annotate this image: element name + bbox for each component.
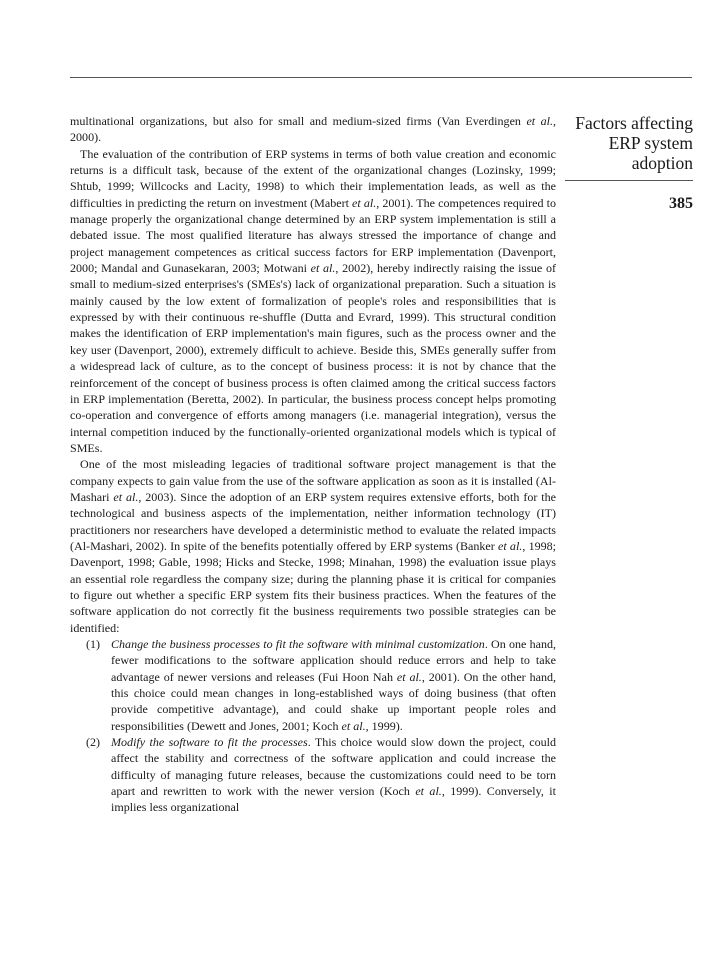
list-item — [70, 636, 556, 734]
text-run: , 2001). The competences required to manage properly the organizational change determined by an ERP system implementation is still a debated issue. The most qualified literature has always stressed the importance of change and project management competences as critical success factors for ERP implementation (Davenport, 2000; Mandal and Gunasekaran, 2003; Motwani — [70, 195, 556, 276]
list-item-number: (1) — [86, 637, 101, 651]
italic-text: et al. — [341, 718, 366, 733]
running-title-line-3: adoption — [631, 153, 693, 173]
text-run: One of the most misleading legacies of traditional software project management is that the company expects to gain value from the use of the software application as soon as it is installed (Al-Mashari — [70, 457, 556, 504]
italic-text: Change the business processes to fit the software with minimal customization — [111, 637, 485, 651]
numbered-list — [70, 636, 556, 816]
italic-text: et al. — [498, 538, 523, 553]
running-title — [562, 113, 693, 173]
text-run: . This choice would slow down the project, could affect the stability and correctness of the software application and could increase the difficulty of managing future releases, because the customizations could need to be torn apart and rewritten to work with the newer version (Koch — [111, 735, 556, 799]
text-run: , 1998; Davenport, 1998; Gable, 1998; Hicks and Stecke, 1998; Minahan, 1998) the evaluation issue plays an essential role regardless the company size; during the planning phase it is critical for companies to figure out whether a specific ERP system fits their business practices. When the features of the software application do not correctly fit the business requirements two possible strategies can be identified: — [70, 538, 557, 635]
running-title-line-2: ERP system — [608, 133, 693, 153]
text-run: , 2003). Since the adoption of an ERP system requires extensive efforts, both for the technological and business aspects of the implementation, neither information technology (IT) practitioners nor researchers have developed a deterministic method to evaluate the related impacts (Al-Mashari, 2002). In spite of the benefits potentially offered by ERP systems (Banker — [70, 489, 556, 553]
header-rule — [70, 77, 692, 78]
running-title-line-1: Factors affecting — [575, 113, 693, 133]
text-run: multinational organizations, but also for small and medium-sized firms (Van Everdingen — [70, 114, 527, 128]
page-number: 385 — [669, 195, 693, 212]
running-header — [562, 113, 693, 213]
paragraphs — [70, 113, 556, 636]
running-title-rule — [565, 180, 693, 181]
italic-text: et al. — [396, 669, 422, 684]
italic-text: et al. — [415, 784, 442, 799]
list-item — [70, 734, 556, 816]
paragraph-1 — [70, 113, 556, 146]
paragraph-3 — [70, 456, 556, 636]
italic-text: Modify the software to fit the processes — [111, 735, 308, 750]
italic-text: et al. — [526, 114, 553, 128]
article-body — [70, 113, 556, 816]
text-run: , 1999). Conversely, it implies less organizational — [111, 784, 556, 815]
text-run: , 1999). — [365, 718, 403, 733]
text-run: , 2001). On the other hand, this choice could mean changes in long-established ways of doing business (that often provide competitive advantage), and could shake up important people roles and responsibilities (Dewett and Jones, 2001; Koch — [111, 669, 557, 733]
text-run: , 2000). — [70, 114, 557, 145]
italic-text: et al. — [352, 195, 377, 210]
text-run: The evaluation of the contribution of ERP systems in terms of both value creation and economic returns is a difficult task, because of the extent of the organizational changes (Lozinsky, 1999; Shtub, 1999; Willcocks and Lacity, 1998) to which their implementation leads, as well as the difficulties in predicting the return on investment (Mabert — [70, 146, 556, 210]
list-item-number: (2) — [86, 735, 101, 750]
italic-text: et al. — [310, 261, 336, 276]
italic-text: et al. — [113, 489, 139, 504]
text-run: . On one hand, fewer modifications to the software application should reduce errors and help to take advantage of newer versions and releases (Fui Hoon Nah — [111, 637, 557, 684]
paragraph-2 — [70, 146, 556, 457]
text-run: , 2002), hereby indirectly raising the issue of small to medium-sized enterprises's (SMEs's) lack of organizational preparation. Such a situation is mainly caused by the low extent of formalization of people's roles and responsibilities that is expressed by with their continuous re-shuffle (Dutta and Evrard, 1999). This structural condition makes the identification of ERP implementation's main figures, such as the process owner and the key user (Davenport, 2000), extremely difficult to achieve. Beside this, SMEs generally suffer from a widespread lack of culture, as to the concept of business process: it is not by chance that the reinforcement of the concept of business process is often claimed among the critical success factors in ERP implementation (Beretta, 2002). In particular, the business process concept helps promoting co-operation and convergence of efforts among managers (i.e. managerial integration), versus the internal competition induced by the functionally-oriented organizational models which is typical of SMEs. — [70, 261, 556, 455]
